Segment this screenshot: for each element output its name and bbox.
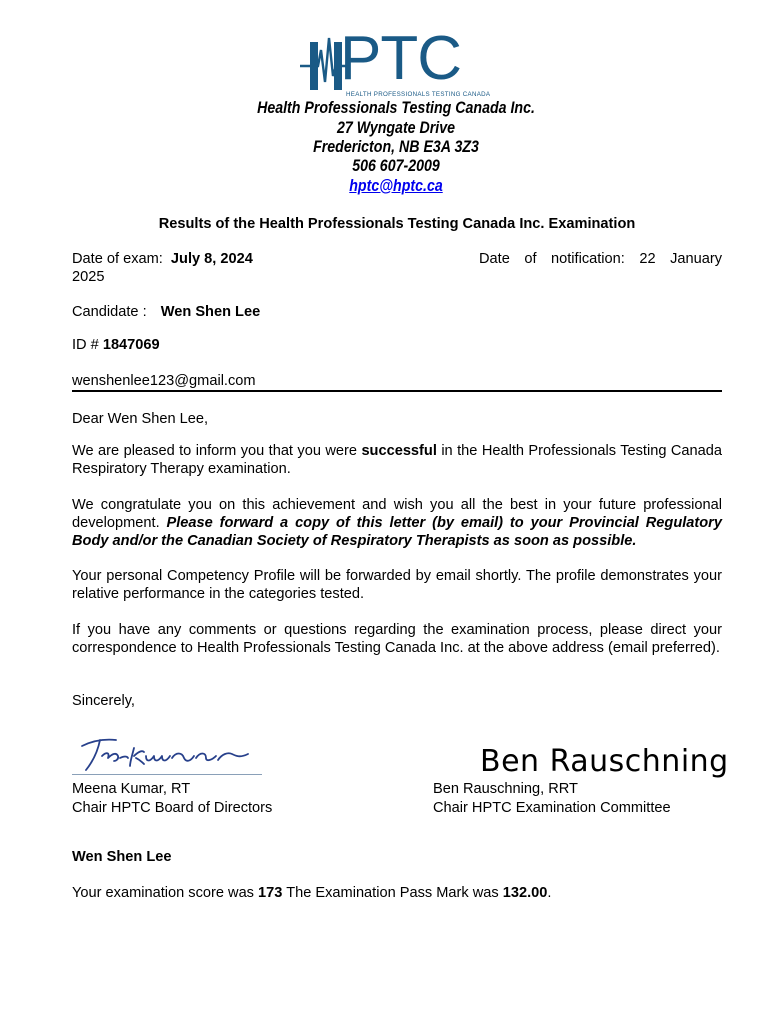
candidate-label: Candidate : bbox=[72, 304, 147, 320]
org-address-line2: Fredericton, NB E3A 3Z3 bbox=[313, 138, 479, 156]
org-name: Health Professionals Testing Canada Inc. bbox=[257, 99, 535, 117]
closing: Sincerely, bbox=[72, 693, 135, 709]
exam-date bbox=[72, 251, 253, 267]
letter-title: Results of the Health Professionals Testing Canada Inc. Examination bbox=[158, 216, 636, 232]
hptc-logo bbox=[300, 24, 500, 102]
paragraph-questions: If you have any comments or questions regarding the examination process, please direct your correspondence to Health Professionals Testing Canada Inc. at the above address (email preferred). bbox=[72, 622, 722, 656]
candidate-id: 1847069 bbox=[102, 337, 160, 353]
p2-instruction: Please forward a copy of this letter (by email) to your Provincial Regulatory Body and/or the Canadian Society of Respiratory Therapists as soon as possible. bbox=[72, 515, 722, 549]
org-email-row bbox=[55, 177, 736, 196]
divider-line bbox=[72, 390, 722, 392]
score-value: 173 bbox=[258, 885, 283, 901]
exam-date-label: Date of exam: bbox=[72, 251, 163, 267]
paragraph-success bbox=[72, 442, 722, 478]
candidate-name: Wen Shen Lee bbox=[160, 304, 261, 320]
signatory2-name: Ben Rauschning, RRT bbox=[433, 781, 578, 797]
signatory2-role: Chair HPTC Examination Committee bbox=[433, 800, 671, 816]
score-text-a: Your examination score was bbox=[72, 885, 259, 901]
rauschning-signature: Ben Rauschning bbox=[480, 744, 729, 779]
logo-subtitle: HEALTH PROFESSIONALS TESTING CANADA bbox=[346, 91, 491, 98]
greeting: Dear Wen Shen Lee, bbox=[72, 411, 209, 427]
org-address-line1: 27 Wyngate Drive bbox=[336, 118, 456, 137]
p1-text-a: We are pleased to inform you that you were bbox=[72, 443, 362, 459]
candidate-email: wenshenlee123@gmail.com bbox=[72, 373, 256, 389]
candidate-id-label: ID # bbox=[72, 337, 99, 353]
org-email-link[interactable]: hptc@hptc.ca bbox=[349, 176, 443, 195]
signatory1-name: Meena Kumar, RT bbox=[72, 781, 191, 797]
pass-mark-value: 132.00 bbox=[502, 885, 548, 901]
candidate-row bbox=[72, 304, 260, 320]
score-text-b: The Examination Pass Mark was bbox=[282, 885, 503, 901]
candidate-id-row bbox=[72, 337, 160, 353]
paragraph-competency: Your personal Competency Profile will be forwarded by email shortly. The profile demonstrates your relative performance in the categories tested. bbox=[72, 568, 722, 602]
logo-text: PTC bbox=[340, 24, 461, 93]
kumar-signature-text: Kumar bbox=[76, 772, 79, 773]
score-text-c: . bbox=[547, 885, 552, 901]
exam-date-value: July 8, 2024 bbox=[170, 251, 253, 267]
score-candidate-name: Wen Shen Lee bbox=[72, 849, 172, 865]
score-line bbox=[72, 885, 551, 901]
notification-date: Date of notification: 22 January bbox=[479, 251, 722, 267]
paragraph-congratulate bbox=[72, 496, 722, 550]
p1-text-b: in the Health Professionals Testing Canada Respiratory Therapy examination. bbox=[72, 443, 722, 477]
kumar-signature bbox=[72, 728, 264, 776]
p1-successful: successful bbox=[361, 443, 437, 459]
org-phone: 506 607-2009 bbox=[352, 157, 440, 175]
signatory1-role: Chair HPTC Board of Directors bbox=[72, 800, 273, 816]
signature-line bbox=[72, 774, 262, 775]
p2-text: We congratulate you on this achievement and wish you all the best in your future professional development. bbox=[72, 497, 722, 531]
notification-year: 2025 bbox=[72, 269, 105, 285]
